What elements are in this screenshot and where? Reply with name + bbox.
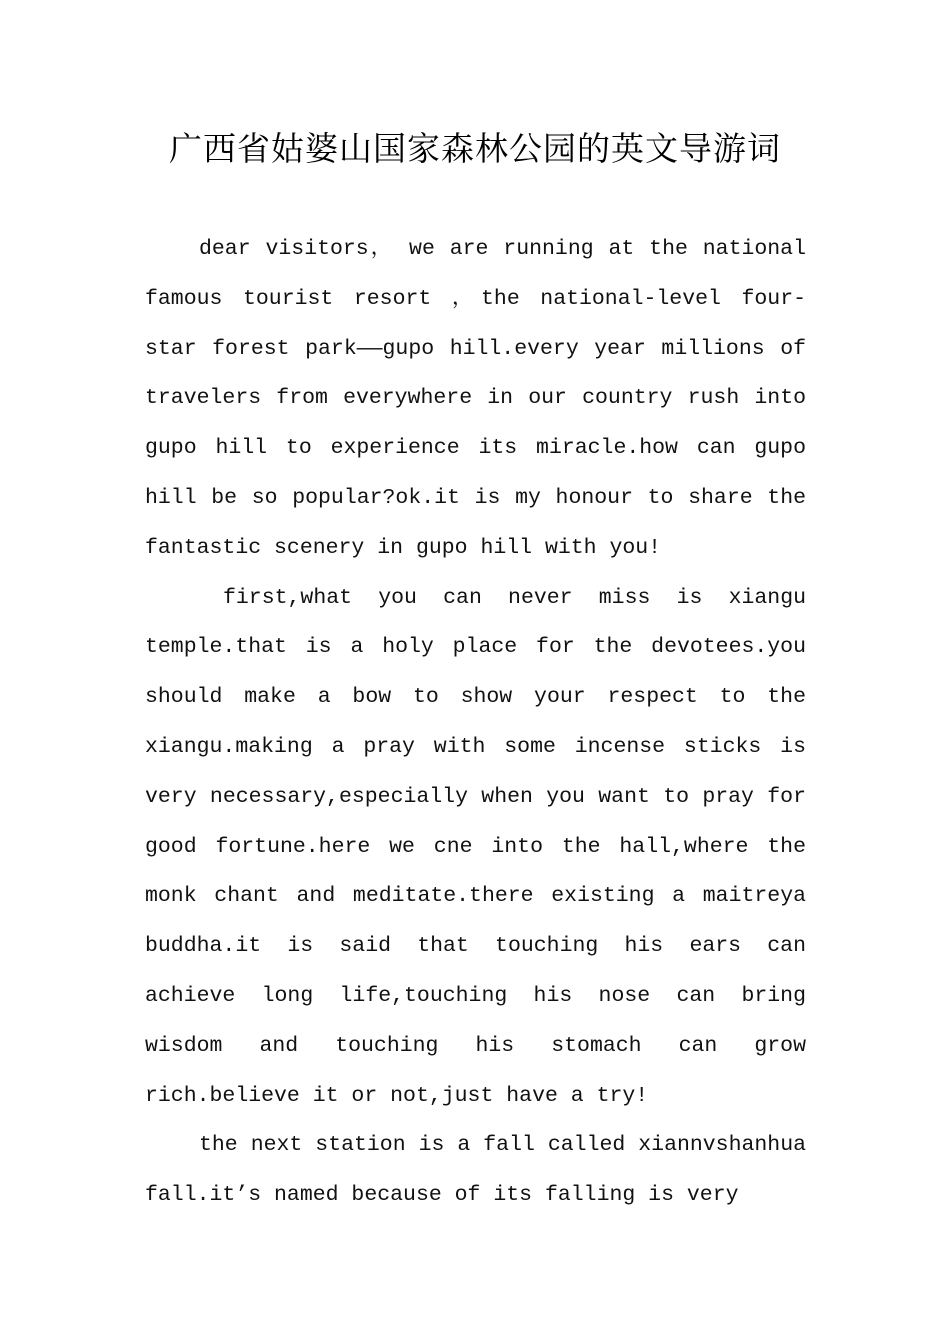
page-title: 广西省姑婆山国家森林公园的英文导游词 <box>169 129 781 168</box>
paragraph-intro: dear visitors， we are running at the national famous tourist resort ，the national-level four-star forest park——gupo hill.every year millions of travelers from everywhere in our country rush into gupo hill to experience its miracle.how can gupo hill be so popular?ok.it is my honour to share the fantastic scenery in gupo hill with you! <box>145 237 806 560</box>
paragraph-waterfall: the next station is a fall called xiannvshanhua fall.it’s named because of its falling is very <box>145 1133 806 1208</box>
paragraph-xiangu-temple: first,what you can never miss is xiangu temple.that is a holy place for the devotees.you should make a bow to show your respect to the xiangu.making a pray with some incense sticks is very necessary,especially when you want to pray for good fortune.here we cne into the hall,where the monk chant and meditate.there existing a maitreya buddha.it is said that touching his ears can achieve long life,touching his nose can bring wisdom and touching his stomach can grow rich.believe it or not,just have a try! <box>145 585 806 1108</box>
document-body <box>145 225 806 1221</box>
